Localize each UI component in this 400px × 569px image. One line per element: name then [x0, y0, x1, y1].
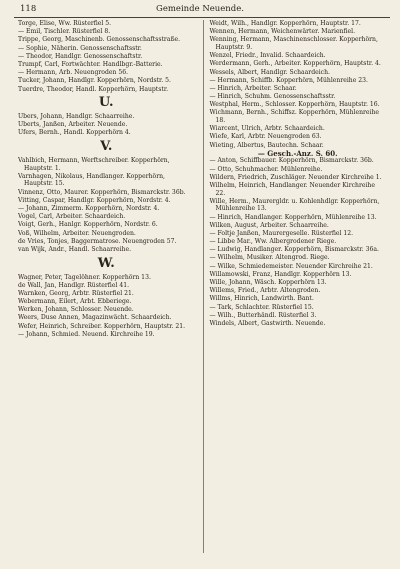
- directory-entry: Werken, Johann, Schlosser. Neuende.: [18, 306, 134, 314]
- directory-entry: Willamowski, Franz, Handlgr. Kopperhörn 13.: [209, 270, 352, 278]
- directory-entry: — Libbe Mar., Ww. Albergrodener Riege.: [209, 238, 337, 246]
- section-letter: W.: [97, 255, 115, 271]
- directory-entry: — Hermann, Schiffb. Kopperhörn, Mühlenreihe 23.: [209, 76, 368, 84]
- directory-entry: Wildern, Friedrich, Zuschläger. Neuender Kirchreihe 1.: [209, 173, 382, 181]
- directory-entry: Voigt, Gerh., Hanlgr. Kopperhörn, Nordstr. 6.: [18, 221, 158, 229]
- directory-entry: Wagner, Peter, Tagelöhner. Kopperhörn 13.: [18, 273, 151, 281]
- directory-entry: Varnhagen, Nikolaus, Handlanger. Kopperhörn, Hauptstr. 15.: [18, 172, 165, 188]
- running-head: Gemeinde Neuende.: [156, 4, 244, 14]
- directory-entry: — Hinrich, Schuhm. Genossenschaftsstr.: [209, 93, 336, 101]
- directory-entry: van Wijk, Andr., Handl. Schaarreihe.: [18, 245, 132, 253]
- directory-entry: — Emil, Tischler. Rüsterfiel 8.: [18, 28, 111, 36]
- directory-entry: — Theodor, Handlgr. Genossenschaftstr.: [18, 52, 143, 60]
- columns: [18, 20, 386, 553]
- directory-entry: Willems, Fried., Arbtr. Altengroden.: [209, 287, 321, 295]
- directory-entry: Trippe, Georg, Maschinenb. Genossenschaftsstraße.: [18, 36, 181, 44]
- directory-entry: Webermann, Eilert, Arbt. Ebberiege.: [18, 298, 132, 306]
- directory-entry: Wessels, Albert, Handlgr. Schaardeich.: [209, 68, 330, 76]
- directory-entry: — Ludwig, Handlanger. Kopperhörn, Bismarckstr. 36a.: [209, 246, 379, 254]
- directory-entry: — Hinrich, Handlanger. Kopperhörn, Mühlenreihe 13.: [209, 213, 377, 221]
- directory-entry: — Johann, Schmied. Neuend. Kirchreihe 19.: [18, 330, 155, 338]
- directory-entry: Warnken, Georg, Arbtr. Rüsterfiel 21.: [18, 289, 134, 297]
- directory-entry: Wenzel, Friedr., Invalid. Schaardeich.: [209, 52, 326, 60]
- directory-entry: Vitting, Caspar, Handlgr. Kopperhörn, Nordstr. 4.: [18, 196, 171, 204]
- advert-reference: — Gesch.-Anz. S. 60.: [257, 148, 338, 158]
- directory-entry: Vahlbich, Hermann, Werftschreiber. Kopperhörn, Hauptstr. 1.: [18, 157, 170, 172]
- directory-entry: — Johann, Zimmerm. Kopperhörn, Nordstr. 4.: [18, 205, 160, 212]
- directory-entry: Vinnenz, Otto, Maurer. Kopperhörn, Bismarckstr. 36b.: [18, 188, 186, 196]
- directory-entry: Werdermann, Gerh., Arbeiter. Kopperhörn, Hauptstr. 4.: [209, 60, 381, 68]
- directory-entry: Torge, Elise, Ww. Rüsterfiel 5.: [18, 20, 112, 27]
- directory-entry: — Wilke, Schmiedemeister. Neuender Kirchreihe 21.: [209, 262, 373, 270]
- directory-entry: Wille, Herm., Maurergldr. u. Kohlenhdlgr. Kopperhörn, Mühlenreihe 13.: [209, 197, 380, 213]
- directory-entry: Wichmann, Bernh., Schiffsz. Kopperhörn, Mühlenreihe 18.: [209, 109, 379, 125]
- directory-entry: de Wall, Jan, Handlgr. Rüsterfiel 41.: [18, 281, 130, 289]
- directory-entry: — Sophie, Näherin. Genossenschaftsstr.: [18, 44, 142, 52]
- directory-entry: — Hermann, Arb. Neuengroden 56.: [18, 69, 129, 77]
- directory-entry: Vogel, Carl, Arbeiter. Schaardeich.: [18, 213, 126, 221]
- directory-entry: de Vries, Tonjes, Baggermatrose. Neuengroden 57.: [18, 237, 177, 245]
- directory-entry: Wieting, Albertus, Bautechn. Schaar.: [209, 141, 324, 149]
- directory-entry: — Anton, Schiffbauer. Kopperhörn, Bismarckstr. 36b.: [209, 157, 374, 165]
- directory-entry: — Wilh., Butterhändl. Rüsterfiel 3.: [209, 311, 317, 319]
- directory-entry: Wenning, Hermann, Maschinenschlosser. Kopperhörn, Hauptstr. 9.: [209, 36, 378, 51]
- directory-entry: — Otto, Schuhmacher. Mühlenreihe.: [209, 165, 323, 173]
- right-column: [203, 20, 387, 553]
- directory-entry: Trumpf, Carl, Fortwächter. Handlbgr.-Batterie.: [18, 60, 163, 68]
- directory-entry: Wilken, August, Arbeiter. Schaarreihe.: [209, 221, 329, 229]
- directory-entry: Weidt, Wilh., Handlgr. Kopperhörn, Hauptstr. 17.: [209, 20, 361, 27]
- directory-entry: Wiarcent, Ulrich, Arbtr. Schaardeich.: [209, 125, 325, 133]
- directory-entry: — Hinrich, Arbeiter. Schaar.: [209, 84, 297, 92]
- directory-entry: Tuerdre, Theodor, Handl. Kopperhörn, Hauptstr.: [18, 85, 169, 93]
- directory-entry: Windels, Albert, Gastwirth. Neuende.: [209, 319, 326, 327]
- header-rule: [14, 17, 390, 18]
- section-letter: U.: [98, 95, 114, 111]
- section-letter: V.: [100, 139, 113, 155]
- directory-entry: — Foltje Janßen, Maurergeselle. Rüsterfiel 12.: [209, 229, 354, 237]
- directory-entry: Westphal, Herm., Schlosser. Kopperhörn, Hauptstr. 16.: [209, 101, 380, 109]
- directory-entry: Willms, Hinrich, Landwirth. Bant.: [209, 295, 314, 303]
- left-column: [18, 20, 195, 553]
- directory-entry: Weers, Duse Annen, Magazinwächt. Schaardeich.: [18, 314, 172, 322]
- directory-entry: Voß, Wilhelm, Arbeiter. Neuengroden.: [18, 229, 136, 237]
- directory-entry: — Wilhelm, Musiker. Altengrod. Riege.: [209, 254, 330, 262]
- directory-entry: Ufers, Bernh., Handl. Kopperhörn 4.: [18, 129, 131, 137]
- directory-entry: Wilhelm, Heinrich, Handlanger. Neuender Kirchreihe 22.: [209, 181, 375, 197]
- directory-entry: Wille, Johann, Wäsch. Kopperhörn 13.: [209, 279, 327, 287]
- directory-entry: — Tark, Schlachter. Rüsterfiel 15.: [209, 303, 314, 311]
- directory-entry: Uberts, Janßen, Arbeiter. Neuende.: [18, 121, 128, 129]
- directory-entry: Tucker, Johann, Handlgr. Kopperhörn, Nordstr. 5.: [18, 77, 171, 85]
- directory-entry: Wiefe, Karl, Arbtr. Neuengroden 63.: [209, 133, 322, 141]
- directory-entry: Wefer, Heinrich, Schreiber. Kopperhörn, Hauptstr. 21.: [18, 322, 186, 330]
- directory-entry: Wennen, Hermann, Weichenwärter. Marienfiel.: [209, 28, 356, 36]
- page-header: [12, 4, 388, 18]
- page-number: 118: [20, 4, 37, 14]
- directory-entry: Ubers, Johann, Handlgr. Schaarreihe.: [18, 113, 135, 121]
